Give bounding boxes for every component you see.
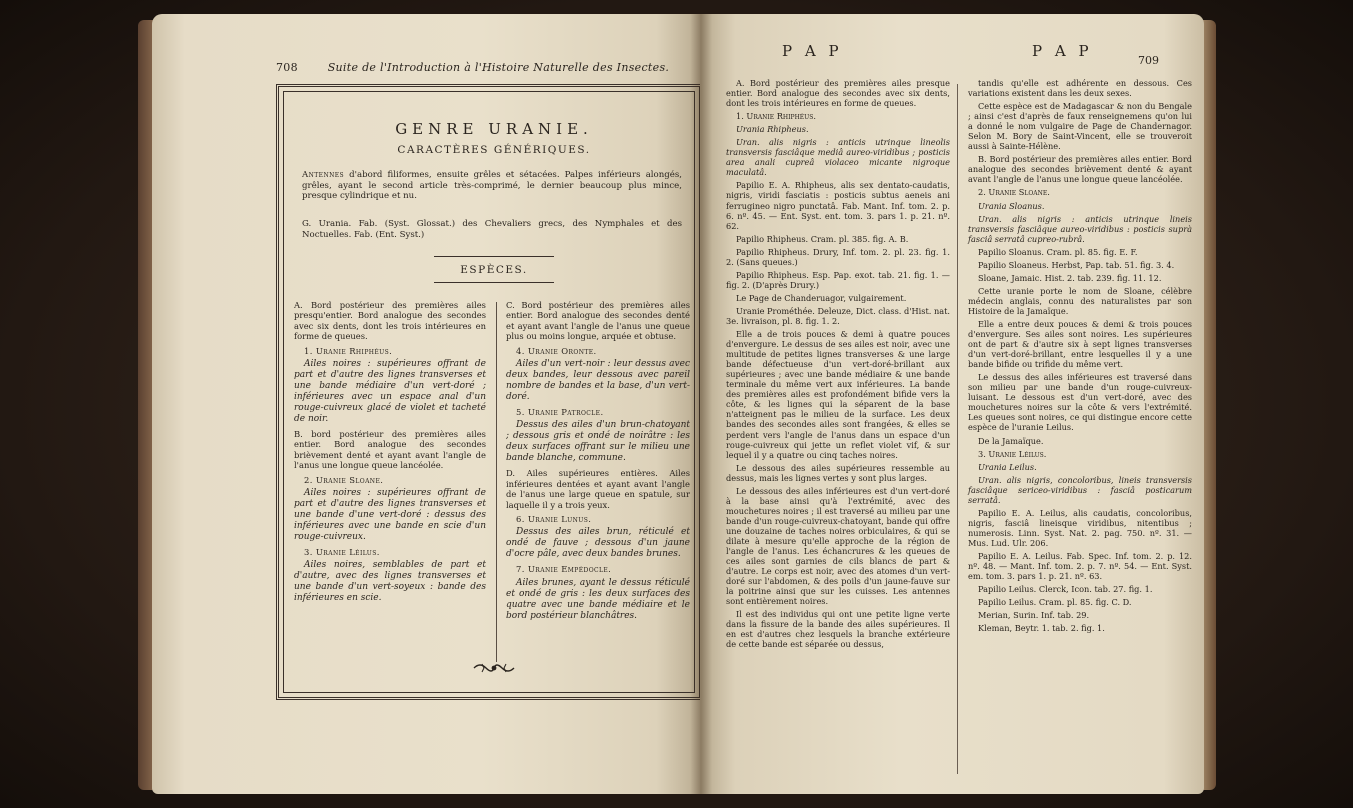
column-separator	[496, 302, 497, 662]
right-col2-paragraph: Merian, Surin. Inf. tab. 29.	[978, 610, 1090, 621]
right-col2-paragraph: Papilio Sloaneus. Herbst, Pap. tab. 51. fig. 3. 4.	[978, 259, 1175, 270]
left-page-number: 708	[276, 61, 298, 74]
genre-frame-inner	[283, 91, 695, 693]
right-col1-paragraph: Papilio Rhipheus. Esp. Pap. exot. tab. 21. fig. 1. — fig. 2. (D'après Drury.)	[726, 269, 950, 290]
antennes-paragraph	[302, 170, 682, 202]
right-col2-paragraph: De la Jamaïque.	[978, 435, 1044, 446]
right-col2-paragraph: Le dessus des ailes inférieures est traversé dans son milieu par une bande d'un rouge-cuivreux-luisant. Le dessous est d'un vert-doré, avec des mouchetures noires sur la côte & vers l'extrémité. Les queues sont noires, ce qui distingue encore cette espèce de l'uranie Leilus.	[968, 372, 1192, 433]
right-running-head-right: P A P	[1032, 42, 1093, 60]
species-1-title: 1. Uranie Rhiphéus.	[304, 345, 393, 356]
right-col1-paragraph: A. Bord postérieur des premières ailes presque entier. Bord analogue des secondes avec six dents, dont les trois intérieures en forme de queues.	[726, 78, 950, 109]
right-col2-paragraph: Papilio E. A. Leilus. Fab. Spec. Inf. tom. 2. p. 12. nº. 48. — Mant. Inf. tom. 2. p. 7. nº. 54. — Ent. Syst. em. tom. 3. pars 1. p. 21. nº. 63.	[968, 550, 1192, 582]
right-col2-paragraph: Papilio E. A. Leilus, alis caudatis, concoloribus, nigris, fasciâ lineisque viridibus, nitentibus ; numerosis. Linn. Syst. Nat. 2. pag. 750. nº. 31. — Mus. Lud. Ulr. 206.	[968, 507, 1192, 548]
right-col2-paragraph: 3. Uranie Léilus.	[978, 448, 1047, 459]
right-column-1	[726, 78, 950, 652]
species-5-title: 5. Uranie Patrocle.	[516, 407, 604, 418]
rule-top	[434, 256, 554, 257]
right-col1-paragraph: Il est des individus qui ont une petite ligne verte dans la fissure de la bande des ailes supérieures. Il en est d'autres chez lesquels la branche extérieure de cette bande est séparée ou dessus,	[726, 609, 950, 650]
right-col2-paragraph: Papilio Sloanus. Cram. pl. 85. fig. E. F.	[978, 246, 1138, 257]
section-c-heading: C. Bord postérieur des premières ailes entier. Bord analogue des secondes denté et ayant avant l'angle de l'anus une queue plus ou moins longue, arquée et obtuse.	[506, 300, 690, 342]
right-page	[700, 14, 1204, 794]
species-3-title: 3. Uranie Léilus.	[304, 547, 380, 558]
section-d-heading: D. Ailes supérieures entières. Ailes inférieures dentées et ayant avant l'angle de l'anus une large queue en spatule, sur laquelle il y a trois yeux.	[506, 468, 690, 510]
left-page	[152, 14, 700, 794]
rule-bottom	[434, 282, 554, 283]
right-col1-paragraph: Uranie Prométhée. Deleuze, Dict. class. d'Hist. nat. 3e. livraison, pl. 8. fig. 1. 2.	[726, 305, 950, 326]
right-col2-paragraph: Papilio Leilus. Cram. pl. 85. fig. C. D.	[978, 597, 1132, 608]
right-col2-paragraph: Uran. alis nigris : anticis utrinque lineis transversis fasciâque aureo-viridibus : posticis suprà fasciâ serratâ cupreo-rubrâ.	[968, 213, 1192, 244]
characters-title: CARACTÈRES GÉNÉRIQUES.	[397, 144, 591, 156]
right-col1-paragraph: Uran. alis nigris : anticis utrinque lineolis transversis fasciâque mediâ aureo-viridibus ; posticis area anali cupreâ violaceo micante nigroque maculatâ.	[726, 137, 950, 178]
right-page-number: 709	[1138, 54, 1159, 67]
right-col2-paragraph: Uran. alis nigris, concoloribus, lineis transversis fasciâque sericeo-viridibus : fasciâ posticarum serratâ.	[968, 474, 1192, 505]
species-3-description: Ailes noires, semblables de part et d'autre, avec des lignes transverses et une bande d'un vert-soyeux : bande des inférieures en scie.	[294, 560, 486, 604]
species-column-2	[506, 300, 690, 626]
right-col2-paragraph: Cette uranie porte le nom de Sloane, célèbre médecin anglais, connu des naturalistes par son Histoire de la Jamaïque.	[968, 285, 1192, 316]
species-7-description: Ailes brunes, ayant le dessus réticulé et ondé de gris : les deux surfaces des quatre avec une bande médiaire et le bord postérieur blanchâtres.	[506, 577, 690, 621]
right-col1-paragraph: Le Page de Chanderuagor, vulgairement.	[736, 292, 907, 303]
genre-frame	[276, 84, 700, 700]
right-column-2	[968, 78, 1192, 636]
section-a-heading: A. Bord postérieur des premières ailes presqu'entier. Bord analogue des secondes avec six dents, dont les trois intérieures en forme de queues.	[294, 300, 486, 342]
right-col1-paragraph: Le dessous des ailes inférieures est d'un vert-doré à la base ainsi qu'à l'extrémité, avec des mouchetures noires ; il est traversé au milieu par une bande d'un rouge-cuivreux-chatoyant, bande qui offre une douzaine de taches noires orbiculaires, & qui se dilate à mesure qu'elle approche de la région de l'angle de l'anus. Les échancrures & les queues de ces ailes sont garnies de cils blancs de part & d'autre. Le corps est noir, avec des atomes d'un vert-doré sur l'abdomen, & des poils d'un jaune-fauve sur la poitrine ainsi que sur les cuisses. Les antennes sont entièrement noires.	[726, 485, 950, 607]
right-running-head-left: P A P	[782, 42, 843, 60]
left-running-head	[276, 61, 669, 74]
synonyms-paragraph: G. Urania. Fab. (Syst. Glossat.) des Chevaliers grecs, des Nymphales et des Noctuelles. Fab. (Ent. Syst.)	[302, 219, 682, 240]
open-book	[152, 14, 1204, 799]
species-1-description: Ailes noires : supérieures offrant de part et d'autre des lignes transverses et une bande médiaire d'un vert-doré ; inférieures avec un espace anal d'un rouge-cuivreux glacé de violet et tacheté de noir.	[294, 359, 486, 425]
right-col1-paragraph: Urania Rhipheus.	[736, 124, 809, 135]
right-col2-paragraph: Urania Sloanus.	[978, 200, 1045, 211]
right-col1-paragraph: Papilio Rhipheus. Cram. pl. 385. fig. A. B.	[736, 233, 909, 244]
section-b-heading: B. bord postérieur des premières ailes entier. Bord analogue des secondes brièvement denté et ayant avant l'angle de l'anus une longue queue lancéolée.	[294, 429, 486, 471]
species-4-title: 4. Uranie Oronte.	[516, 345, 597, 356]
right-col2-paragraph: Cette espèce est de Madagascar & non du Bengale ; ainsi c'est d'après de faux renseignemens qu'on lui a donné le nom vulgaire de Page de Chandernagor. Selon M. Bory de Saint-Vincent, elle se trouveroit aussi à Sainte-Hélène.	[968, 101, 1192, 152]
right-col2-paragraph: Sloane, Jamaic. Hist. 2. tab. 239. fig. 11. 12.	[978, 272, 1162, 283]
right-col2-paragraph: Urania Leilus.	[978, 461, 1037, 472]
species-2-title: 2. Uranie Sloane.	[304, 474, 384, 485]
right-col2-paragraph: 2. Uranie Sloane.	[978, 187, 1050, 198]
species-7-title: 7. Uranie Empédocle.	[516, 564, 612, 575]
right-col1-paragraph: Papilio Rhipheus. Drury, Inf. tom. 2. pl. 23. fig. 1. 2. (Sans queues.)	[726, 246, 950, 267]
species-column-1	[294, 300, 486, 608]
antennes-text: d'abord filiformes, ensuite grêles et sétacées. Palpes inférieurs alongés, grêles, ayant le second article très-comprimé, le dernier beaucoup plus mince, presque cylindrique et nu.	[302, 170, 682, 202]
genre-title: GENRE URANIE.	[395, 120, 593, 138]
right-col1-paragraph: Elle a de trois pouces & demi à quatre pouces d'envergure. Le dessus de ses ailes est noir, avec une multitude de petites lignes transverses & une large bande défectueuse d'un vert-doré-brillant aux supérieures ; avec une bande médiaire & une bande terminale du même vert aux inférieures. La bande des premières ailes est profondément bifide vers la côte, & les lignes qui la séparent de la base n'atteignent pas le milieu de la surface. Les deux bandes des secondes ailes sont frangées, & elles se perdent vers l'angle de l'anus dans un espace d'un rouge-cuivreux qui jette un reflet violet vif, & sur lequel il y a quatre ou cinq taches noires.	[726, 329, 950, 460]
species-4-description: Ailes d'un vert-noir : leur dessus avec deux bandes, leur dessous avec pareil nombre de bandes et la base, d'un vert-doré.	[506, 359, 690, 403]
right-col1-paragraph: Le dessous des ailes supérieures ressemble au dessus, mais les lignes vertes y sont plus larges.	[726, 462, 950, 483]
species-6-title: 6. Uranie Lunus.	[516, 514, 592, 525]
species-6-description: Dessus des ailes brun, réticulé et ondé de fauve ; dessous d'un jaune d'ocre pâle, avec deux bandes brunes.	[506, 527, 690, 560]
right-col2-paragraph: B. Bord postérieur des premières ailes entier. Bord analogue des secondes brièvement denté & ayant avant l'angle de l'anus une longue queue lancéolée.	[968, 154, 1192, 185]
species-5-description: Dessus des ailes d'un brun-chatoyant ; dessous gris et ondé de noirâtre : les deux surfaces offrant sur le milieu une bande blanche, commune.	[506, 420, 690, 464]
right-col2-paragraph: Kleman, Beytr. 1. tab. 2. fig. 1.	[978, 623, 1105, 634]
species-2-description: Ailes noires : supérieures offrant de part et d'autre des lignes transverses et une bande d'une vert-doré : dessus des inférieures avec une bande en scie d'un rouge-cuivreux.	[294, 488, 486, 543]
fleuron-ornament-icon	[472, 660, 516, 676]
right-col2-paragraph: Papilio Leilus. Clerck, Icon. tab. 27. fig. 1.	[978, 584, 1153, 595]
antennes-label: Antennes	[302, 170, 345, 180]
book-gutter	[690, 14, 712, 794]
right-col2-paragraph: tandis qu'elle est adhérente en dessous. Ces variations existent dans les deux sexes.	[968, 78, 1192, 99]
right-col1-paragraph: Papilio E. A. Rhipheus, alis sex dentato-caudatis, nigris, viridi fasciatis : posticis subtus aeneis ani ferrugineo nigro punctatâ. Fab. Mant. Inf. tom. 2. p. 6. nº. 45. — Ent. Syst. ent. tom. 3. pars 1. p. 21. nº. 62.	[726, 180, 950, 231]
right-col1-paragraph: 1. Uranie Rhiphéus.	[736, 111, 816, 122]
right-col2-paragraph: Elle a entre deux pouces & demi & trois pouces d'envergure. Ses ailes sont noires. Les supérieures ont de part & d'autre six à sept lignes transverses d'un vert-doré-brillant, entre lesquelles il y a une bande bifide ou trifide du même vert.	[968, 318, 1192, 370]
right-column-separator	[957, 84, 958, 774]
running-head-title: Suite de l'Introduction à l'Histoire Naturelle des Insectes.	[327, 61, 670, 74]
especes-title: ESPÈCES.	[460, 264, 528, 276]
